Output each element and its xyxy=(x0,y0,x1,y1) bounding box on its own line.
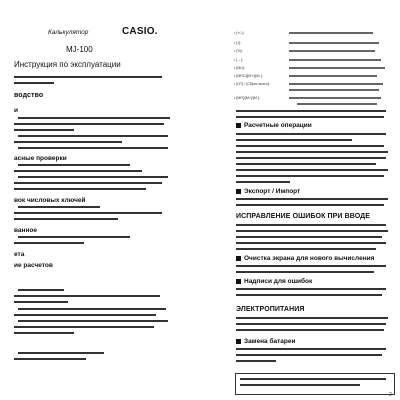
text-line xyxy=(289,59,381,61)
section-heading: ИСПРАВЛЕНИЕ ОШИБОК ПРИ ВВОДЕ xyxy=(236,213,371,220)
text-line xyxy=(14,182,162,184)
section-heading: Расчетные операции xyxy=(244,122,312,129)
text-line xyxy=(236,224,386,226)
text-line xyxy=(236,133,386,135)
text-line xyxy=(236,139,352,141)
page-number: 2 xyxy=(389,392,392,398)
section-heading: Надписи для ошибок xyxy=(244,278,313,285)
text-line xyxy=(236,323,386,325)
text-line xyxy=(18,164,130,166)
text-line xyxy=(14,76,162,78)
text-line xyxy=(14,326,154,328)
bullet-square xyxy=(236,339,241,344)
text-line xyxy=(236,157,386,159)
key-label: • [MRC]/[M+]/[M-]: xyxy=(234,74,263,78)
text-line xyxy=(236,265,386,267)
section-heading: ванное xyxy=(14,227,37,234)
text-line xyxy=(289,42,379,44)
text-line xyxy=(14,358,86,360)
text-line xyxy=(14,301,68,303)
text-line xyxy=(289,83,383,85)
key-label: • [MU]: xyxy=(234,66,245,70)
brand-label: Калькулятор xyxy=(48,29,89,36)
text-line xyxy=(289,97,381,99)
text-line xyxy=(14,188,146,190)
text-line xyxy=(18,320,168,322)
text-line xyxy=(14,82,54,84)
key-label: • [→]: xyxy=(234,58,243,62)
bullet-square xyxy=(236,256,241,261)
text-line xyxy=(18,117,170,119)
text-line xyxy=(14,218,118,220)
text-line xyxy=(236,294,382,296)
text-line xyxy=(14,212,162,214)
text-line xyxy=(14,295,160,297)
text-line xyxy=(18,352,104,354)
text-line xyxy=(236,288,386,290)
text-line xyxy=(236,163,376,165)
section-heading: ЭЛЕКТРОПИТАНИЯ xyxy=(236,306,305,313)
text-line xyxy=(236,204,384,206)
text-line xyxy=(14,129,74,131)
bullet-square xyxy=(236,123,241,128)
text-line xyxy=(236,198,388,200)
key-label: • [MR]/[M+]/[M-]: xyxy=(234,96,261,100)
text-line xyxy=(236,175,384,177)
bullet-square xyxy=(236,279,241,284)
section-heading: и xyxy=(14,107,18,114)
section-heading: ие расчетов xyxy=(14,262,53,269)
text-line xyxy=(14,170,142,172)
text-line xyxy=(236,329,384,331)
key-label: • [√]: xyxy=(234,41,242,45)
section-heading: ета xyxy=(14,251,25,258)
section-heading: Экспорт / Импорт xyxy=(244,188,301,195)
note-box xyxy=(235,373,395,395)
section-heading: вок числовых ключей xyxy=(14,197,86,204)
brand-logo: CASIO. xyxy=(122,26,158,37)
text-line xyxy=(240,384,360,386)
text-line xyxy=(236,317,388,319)
key-label: • [GT] / [Сброс всего]: xyxy=(234,82,270,86)
text-line xyxy=(236,151,388,153)
text-line xyxy=(236,271,374,273)
text-line xyxy=(14,141,122,143)
text-line xyxy=(236,348,386,350)
model-number: MJ-100 xyxy=(66,45,93,54)
text-line xyxy=(297,103,377,105)
text-line xyxy=(18,176,168,178)
text-line xyxy=(289,32,373,34)
text-line xyxy=(236,110,386,112)
text-line xyxy=(18,236,130,238)
bullet-square xyxy=(236,189,241,194)
document-title: Инструкция по эксплуатации xyxy=(14,60,121,69)
text-line xyxy=(236,248,376,250)
text-line xyxy=(289,89,379,91)
text-line xyxy=(14,332,74,334)
text-line xyxy=(14,123,164,125)
section-heading: Очистка экрана для нового вычисления xyxy=(244,255,375,262)
text-line xyxy=(236,236,382,238)
section-heading: асные проверки xyxy=(14,155,67,162)
text-line xyxy=(18,147,168,149)
text-line xyxy=(18,289,64,291)
section-heading: Замена батареи xyxy=(244,338,296,345)
text-line xyxy=(289,50,375,52)
text-line xyxy=(236,354,382,356)
text-line xyxy=(18,308,166,310)
text-line xyxy=(236,145,384,147)
text-line xyxy=(14,242,84,244)
text-line xyxy=(289,67,385,69)
text-line xyxy=(289,75,377,77)
text-line xyxy=(240,378,386,380)
text-line xyxy=(236,181,290,183)
text-line xyxy=(14,314,156,316)
key-label: • [+/–]: xyxy=(234,31,245,35)
section-heading: водство xyxy=(14,92,44,99)
text-line xyxy=(18,135,168,137)
text-line xyxy=(236,116,384,118)
text-line xyxy=(236,242,386,244)
text-line xyxy=(18,206,100,208)
text-line xyxy=(236,169,388,171)
key-label: • [%]: xyxy=(234,49,243,53)
text-line xyxy=(236,360,276,362)
text-line xyxy=(236,230,388,232)
